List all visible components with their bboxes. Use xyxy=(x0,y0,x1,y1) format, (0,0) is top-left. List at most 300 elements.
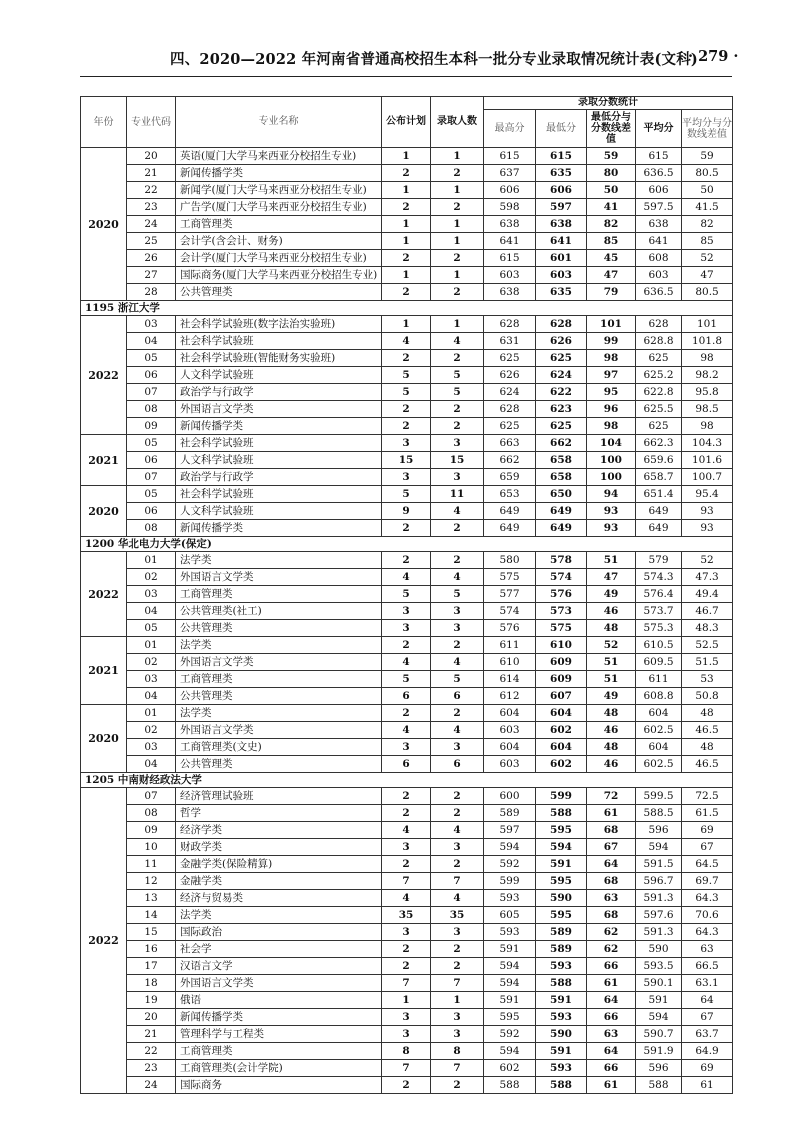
name-cell: 工商管理类(文史) xyxy=(176,739,382,756)
max-cell: 592 xyxy=(484,1026,536,1043)
name-cell: 法学类 xyxy=(176,907,382,924)
code-cell: 18 xyxy=(127,975,176,992)
header-min: 最低分 xyxy=(536,110,587,148)
avg-cell: 625.2 xyxy=(636,367,682,384)
min-cell: 628 xyxy=(536,316,587,333)
max-cell: 594 xyxy=(484,839,536,856)
code-cell: 07 xyxy=(127,384,176,401)
min-cell: 593 xyxy=(536,958,587,975)
avg-cell: 636.5 xyxy=(636,284,682,301)
table-row xyxy=(81,520,733,537)
min-diff-cell: 85 xyxy=(587,233,636,250)
table-row xyxy=(81,637,733,654)
admitted-cell: 2 xyxy=(431,1077,484,1094)
plan-cell: 1 xyxy=(382,233,431,250)
name-cell: 公共管理类 xyxy=(176,756,382,773)
code-cell: 07 xyxy=(127,788,176,805)
min-cell: 578 xyxy=(536,552,587,569)
plan-cell: 2 xyxy=(382,1077,431,1094)
table-row xyxy=(81,856,733,873)
max-cell: 602 xyxy=(484,1060,536,1077)
avg-cell: 591.3 xyxy=(636,924,682,941)
min-diff-cell: 47 xyxy=(587,267,636,284)
code-cell: 05 xyxy=(127,350,176,367)
name-cell: 国际政治 xyxy=(176,924,382,941)
avg-diff-cell: 98 xyxy=(682,350,733,367)
table-row xyxy=(81,805,733,822)
min-diff-cell: 79 xyxy=(587,284,636,301)
name-cell: 社会科学试验班 xyxy=(176,333,382,350)
avg-diff-cell: 69.7 xyxy=(682,873,733,890)
min-diff-cell: 48 xyxy=(587,705,636,722)
table-row xyxy=(81,367,733,384)
min-diff-cell: 49 xyxy=(587,688,636,705)
min-cell: 594 xyxy=(536,839,587,856)
min-cell: 625 xyxy=(536,350,587,367)
avg-diff-cell: 80.5 xyxy=(682,284,733,301)
year-cell: 2022 xyxy=(81,788,127,1094)
admitted-cell: 11 xyxy=(431,486,484,503)
min-cell: 641 xyxy=(536,233,587,250)
min-cell: 601 xyxy=(536,250,587,267)
max-cell: 605 xyxy=(484,907,536,924)
header-name: 专业名称 xyxy=(176,97,382,148)
name-cell: 广告学(厦门大学马来西亚分校招生专业) xyxy=(176,199,382,216)
name-cell: 公共管理类 xyxy=(176,620,382,637)
avg-diff-cell: 52 xyxy=(682,552,733,569)
code-cell: 20 xyxy=(127,148,176,165)
code-cell: 01 xyxy=(127,552,176,569)
min-cell: 588 xyxy=(536,1077,587,1094)
table-row xyxy=(81,316,733,333)
avg-diff-cell: 100.7 xyxy=(682,469,733,486)
min-diff-cell: 100 xyxy=(587,469,636,486)
table-row xyxy=(81,890,733,907)
plan-cell: 5 xyxy=(382,586,431,603)
table-row xyxy=(81,216,733,233)
avg-diff-cell: 98.2 xyxy=(682,367,733,384)
avg-diff-cell: 61 xyxy=(682,1077,733,1094)
page-title: 四、2020—2022 年河南省普通高校招生本科一批分专业录取情况统计表(文科) xyxy=(170,51,698,68)
code-cell: 21 xyxy=(127,165,176,182)
name-cell: 会计学(厦门大学马来西亚分校招生专业) xyxy=(176,250,382,267)
table-row xyxy=(81,822,733,839)
avg-cell: 625 xyxy=(636,418,682,435)
admitted-cell: 6 xyxy=(431,756,484,773)
max-cell: 575 xyxy=(484,569,536,586)
avg-cell: 641 xyxy=(636,233,682,250)
name-cell: 新闻传播学类 xyxy=(176,520,382,537)
min-diff-cell: 66 xyxy=(587,1060,636,1077)
avg-diff-cell: 66.5 xyxy=(682,958,733,975)
name-cell: 新闻学(厦门大学马来西亚分校招生专业) xyxy=(176,182,382,199)
max-cell: 611 xyxy=(484,637,536,654)
year-cell: 2022 xyxy=(81,552,127,637)
avg-cell: 604 xyxy=(636,705,682,722)
code-cell: 07 xyxy=(127,469,176,486)
table-row xyxy=(81,401,733,418)
avg-diff-cell: 53 xyxy=(682,671,733,688)
avg-diff-cell: 63.7 xyxy=(682,1026,733,1043)
min-cell: 650 xyxy=(536,486,587,503)
avg-cell: 638 xyxy=(636,216,682,233)
max-cell: 637 xyxy=(484,165,536,182)
min-diff-cell: 46 xyxy=(587,603,636,620)
code-cell: 10 xyxy=(127,839,176,856)
table-row xyxy=(81,1009,733,1026)
max-cell: 588 xyxy=(484,1077,536,1094)
max-cell: 614 xyxy=(484,671,536,688)
table-row xyxy=(81,688,733,705)
code-cell: 02 xyxy=(127,722,176,739)
max-cell: 574 xyxy=(484,603,536,620)
avg-diff-cell: 49.4 xyxy=(682,586,733,603)
code-cell: 20 xyxy=(127,1009,176,1026)
name-cell: 工商管理类 xyxy=(176,586,382,603)
table-row xyxy=(81,250,733,267)
code-cell: 02 xyxy=(127,569,176,586)
header-admitted: 录取人数 xyxy=(431,97,484,148)
plan-cell: 35 xyxy=(382,907,431,924)
avg-cell: 628 xyxy=(636,316,682,333)
min-cell: 574 xyxy=(536,569,587,586)
admitted-cell: 5 xyxy=(431,384,484,401)
min-cell: 649 xyxy=(536,503,587,520)
table-row xyxy=(81,941,733,958)
code-cell: 24 xyxy=(127,1077,176,1094)
plan-cell: 1 xyxy=(382,992,431,1009)
avg-diff-cell: 69 xyxy=(682,822,733,839)
avg-cell: 649 xyxy=(636,503,682,520)
plan-cell: 2 xyxy=(382,637,431,654)
avg-cell: 611 xyxy=(636,671,682,688)
table-row xyxy=(81,165,733,182)
table-row xyxy=(81,435,733,452)
name-cell: 汉语言文学 xyxy=(176,958,382,975)
avg-cell: 593.5 xyxy=(636,958,682,975)
plan-cell: 2 xyxy=(382,552,431,569)
code-cell: 16 xyxy=(127,941,176,958)
name-cell: 财政学类 xyxy=(176,839,382,856)
avg-diff-cell: 59 xyxy=(682,148,733,165)
min-diff-cell: 68 xyxy=(587,907,636,924)
min-cell: 595 xyxy=(536,822,587,839)
table-row xyxy=(81,284,733,301)
name-cell: 新闻传播学类 xyxy=(176,165,382,182)
code-cell: 03 xyxy=(127,586,176,603)
avg-diff-cell: 80.5 xyxy=(682,165,733,182)
avg-diff-cell: 64.5 xyxy=(682,856,733,873)
table-row xyxy=(81,486,733,503)
admitted-cell: 1 xyxy=(431,148,484,165)
min-diff-cell: 80 xyxy=(587,165,636,182)
name-cell: 工商管理类 xyxy=(176,671,382,688)
min-cell: 588 xyxy=(536,805,587,822)
name-cell: 社会科学试验班(数字法治实验班) xyxy=(176,316,382,333)
min-cell: 609 xyxy=(536,671,587,688)
admitted-cell: 5 xyxy=(431,586,484,603)
min-cell: 597 xyxy=(536,199,587,216)
plan-cell: 7 xyxy=(382,1060,431,1077)
admitted-cell: 2 xyxy=(431,705,484,722)
min-diff-cell: 61 xyxy=(587,805,636,822)
max-cell: 612 xyxy=(484,688,536,705)
name-cell: 哲学 xyxy=(176,805,382,822)
code-cell: 26 xyxy=(127,250,176,267)
code-cell: 05 xyxy=(127,486,176,503)
avg-diff-cell: 64.3 xyxy=(682,924,733,941)
avg-diff-cell: 63 xyxy=(682,941,733,958)
avg-diff-cell: 48 xyxy=(682,739,733,756)
code-cell: 06 xyxy=(127,452,176,469)
avg-diff-cell: 46.5 xyxy=(682,722,733,739)
min-cell: 593 xyxy=(536,1060,587,1077)
name-cell: 人文科学试验班 xyxy=(176,503,382,520)
avg-cell: 625 xyxy=(636,350,682,367)
min-diff-cell: 64 xyxy=(587,1043,636,1060)
plan-cell: 2 xyxy=(382,941,431,958)
avg-cell: 591.5 xyxy=(636,856,682,873)
avg-diff-cell: 93 xyxy=(682,503,733,520)
plan-cell: 5 xyxy=(382,486,431,503)
min-cell: 599 xyxy=(536,788,587,805)
admitted-cell: 3 xyxy=(431,924,484,941)
name-cell: 工商管理类 xyxy=(176,1043,382,1060)
code-cell: 04 xyxy=(127,688,176,705)
institution-row xyxy=(81,773,733,788)
plan-cell: 2 xyxy=(382,284,431,301)
admitted-cell: 7 xyxy=(431,873,484,890)
min-diff-cell: 66 xyxy=(587,1009,636,1026)
table-row xyxy=(81,620,733,637)
name-cell: 公共管理类 xyxy=(176,688,382,705)
avg-cell: 615 xyxy=(636,148,682,165)
admitted-cell: 6 xyxy=(431,688,484,705)
min-diff-cell: 98 xyxy=(587,350,636,367)
admitted-cell: 4 xyxy=(431,569,484,586)
avg-diff-cell: 64.9 xyxy=(682,1043,733,1060)
avg-diff-cell: 85 xyxy=(682,233,733,250)
max-cell: 589 xyxy=(484,805,536,822)
table-row xyxy=(81,569,733,586)
name-cell: 经济与贸易类 xyxy=(176,890,382,907)
plan-cell: 3 xyxy=(382,435,431,452)
avg-cell: 622.8 xyxy=(636,384,682,401)
admitted-cell: 3 xyxy=(431,1009,484,1026)
min-cell: 595 xyxy=(536,873,587,890)
admitted-cell: 4 xyxy=(431,654,484,671)
min-cell: 635 xyxy=(536,165,587,182)
plan-cell: 5 xyxy=(382,671,431,688)
header-min-diff: 最低分与分数线差值 xyxy=(587,110,636,148)
table-row xyxy=(81,552,733,569)
admitted-cell: 3 xyxy=(431,435,484,452)
admitted-cell: 2 xyxy=(431,788,484,805)
code-cell: 08 xyxy=(127,401,176,418)
plan-cell: 4 xyxy=(382,569,431,586)
admitted-cell: 5 xyxy=(431,671,484,688)
max-cell: 593 xyxy=(484,890,536,907)
code-cell: 11 xyxy=(127,856,176,873)
plan-cell: 1 xyxy=(382,216,431,233)
header-rule xyxy=(80,76,732,77)
header-avg: 平均分 xyxy=(636,110,682,148)
table-row xyxy=(81,384,733,401)
avg-diff-cell: 48.3 xyxy=(682,620,733,637)
max-cell: 653 xyxy=(484,486,536,503)
table-row xyxy=(81,873,733,890)
admitted-cell: 2 xyxy=(431,165,484,182)
table-row xyxy=(81,722,733,739)
avg-diff-cell: 50.8 xyxy=(682,688,733,705)
table-body xyxy=(81,148,733,1094)
min-cell: 591 xyxy=(536,1043,587,1060)
avg-cell: 604 xyxy=(636,739,682,756)
avg-diff-cell: 52 xyxy=(682,250,733,267)
avg-cell: 588 xyxy=(636,1077,682,1094)
name-cell: 外国语言文学类 xyxy=(176,401,382,418)
code-cell: 19 xyxy=(127,992,176,1009)
avg-cell: 651.4 xyxy=(636,486,682,503)
plan-cell: 2 xyxy=(382,805,431,822)
plan-cell: 5 xyxy=(382,384,431,401)
max-cell: 595 xyxy=(484,1009,536,1026)
table-row xyxy=(81,788,733,805)
min-cell: 589 xyxy=(536,941,587,958)
table-row xyxy=(81,148,733,165)
max-cell: 628 xyxy=(484,316,536,333)
max-cell: 576 xyxy=(484,620,536,637)
name-cell: 管理科学与工程类 xyxy=(176,1026,382,1043)
name-cell: 社会科学试验班(智能财务实验班) xyxy=(176,350,382,367)
name-cell: 新闻传播学类 xyxy=(176,1009,382,1026)
max-cell: 638 xyxy=(484,216,536,233)
min-diff-cell: 93 xyxy=(587,520,636,537)
code-cell: 17 xyxy=(127,958,176,975)
name-cell: 政治学与行政学 xyxy=(176,469,382,486)
admitted-cell: 4 xyxy=(431,333,484,350)
min-cell: 624 xyxy=(536,367,587,384)
table-row xyxy=(81,199,733,216)
table-row xyxy=(81,756,733,773)
avg-cell: 590.1 xyxy=(636,975,682,992)
table-row xyxy=(81,975,733,992)
name-cell: 外国语言文学类 xyxy=(176,654,382,671)
table-row xyxy=(81,924,733,941)
max-cell: 604 xyxy=(484,739,536,756)
code-cell: 22 xyxy=(127,1043,176,1060)
max-cell: 598 xyxy=(484,199,536,216)
max-cell: 606 xyxy=(484,182,536,199)
year-cell: 2020 xyxy=(81,486,127,537)
avg-cell: 591 xyxy=(636,992,682,1009)
min-diff-cell: 95 xyxy=(587,384,636,401)
table-row xyxy=(81,503,733,520)
table-row xyxy=(81,267,733,284)
min-diff-cell: 67 xyxy=(587,839,636,856)
avg-diff-cell: 67 xyxy=(682,1009,733,1026)
table-row xyxy=(81,839,733,856)
code-cell: 09 xyxy=(127,418,176,435)
table-row xyxy=(81,1060,733,1077)
code-cell: 06 xyxy=(127,367,176,384)
code-cell: 09 xyxy=(127,822,176,839)
min-cell: 658 xyxy=(536,452,587,469)
min-cell: 625 xyxy=(536,418,587,435)
max-cell: 591 xyxy=(484,941,536,958)
avg-cell: 594 xyxy=(636,839,682,856)
institution-row xyxy=(81,537,733,552)
admitted-cell: 2 xyxy=(431,637,484,654)
name-cell: 国际商务 xyxy=(176,1077,382,1094)
header-avg-diff: 平均分与分数线差值 xyxy=(682,110,733,148)
avg-cell: 608 xyxy=(636,250,682,267)
min-diff-cell: 98 xyxy=(587,418,636,435)
plan-cell: 8 xyxy=(382,1043,431,1060)
admitted-cell: 35 xyxy=(431,907,484,924)
admitted-cell: 2 xyxy=(431,284,484,301)
max-cell: 638 xyxy=(484,284,536,301)
name-cell: 会计学(含会计、财务) xyxy=(176,233,382,250)
table-row xyxy=(81,418,733,435)
table-row xyxy=(81,958,733,975)
min-diff-cell: 47 xyxy=(587,569,636,586)
admitted-cell: 1 xyxy=(431,316,484,333)
plan-cell: 9 xyxy=(382,503,431,520)
min-diff-cell: 50 xyxy=(587,182,636,199)
min-cell: 626 xyxy=(536,333,587,350)
header-year: 年份 xyxy=(81,97,127,148)
min-cell: 615 xyxy=(536,148,587,165)
min-diff-cell: 93 xyxy=(587,503,636,520)
avg-cell: 602.5 xyxy=(636,756,682,773)
avg-diff-cell: 61.5 xyxy=(682,805,733,822)
table-row xyxy=(81,452,733,469)
code-cell: 14 xyxy=(127,907,176,924)
min-cell: 658 xyxy=(536,469,587,486)
avg-cell: 588.5 xyxy=(636,805,682,822)
min-cell: 602 xyxy=(536,756,587,773)
avg-cell: 596 xyxy=(636,1060,682,1077)
name-cell: 法学类 xyxy=(176,705,382,722)
max-cell: 594 xyxy=(484,1043,536,1060)
min-diff-cell: 51 xyxy=(587,671,636,688)
table-header xyxy=(81,97,733,148)
name-cell: 国际商务(厦门大学马来西亚分校招生专业) xyxy=(176,267,382,284)
max-cell: 610 xyxy=(484,654,536,671)
avg-diff-cell: 95.8 xyxy=(682,384,733,401)
avg-diff-cell: 72.5 xyxy=(682,788,733,805)
admitted-cell: 3 xyxy=(431,603,484,620)
min-diff-cell: 63 xyxy=(587,890,636,907)
min-cell: 595 xyxy=(536,907,587,924)
table-row xyxy=(81,350,733,367)
max-cell: 663 xyxy=(484,435,536,452)
admitted-cell: 4 xyxy=(431,822,484,839)
min-diff-cell: 62 xyxy=(587,924,636,941)
admitted-cell: 2 xyxy=(431,805,484,822)
name-cell: 金融学类 xyxy=(176,873,382,890)
name-cell: 经济管理试验班 xyxy=(176,788,382,805)
plan-cell: 4 xyxy=(382,890,431,907)
max-cell: 624 xyxy=(484,384,536,401)
name-cell: 英语(厦门大学马来西亚分校招生专业) xyxy=(176,148,382,165)
min-diff-cell: 64 xyxy=(587,856,636,873)
admission-table xyxy=(80,96,733,1094)
plan-cell: 3 xyxy=(382,603,431,620)
min-diff-cell: 99 xyxy=(587,333,636,350)
max-cell: 615 xyxy=(484,148,536,165)
